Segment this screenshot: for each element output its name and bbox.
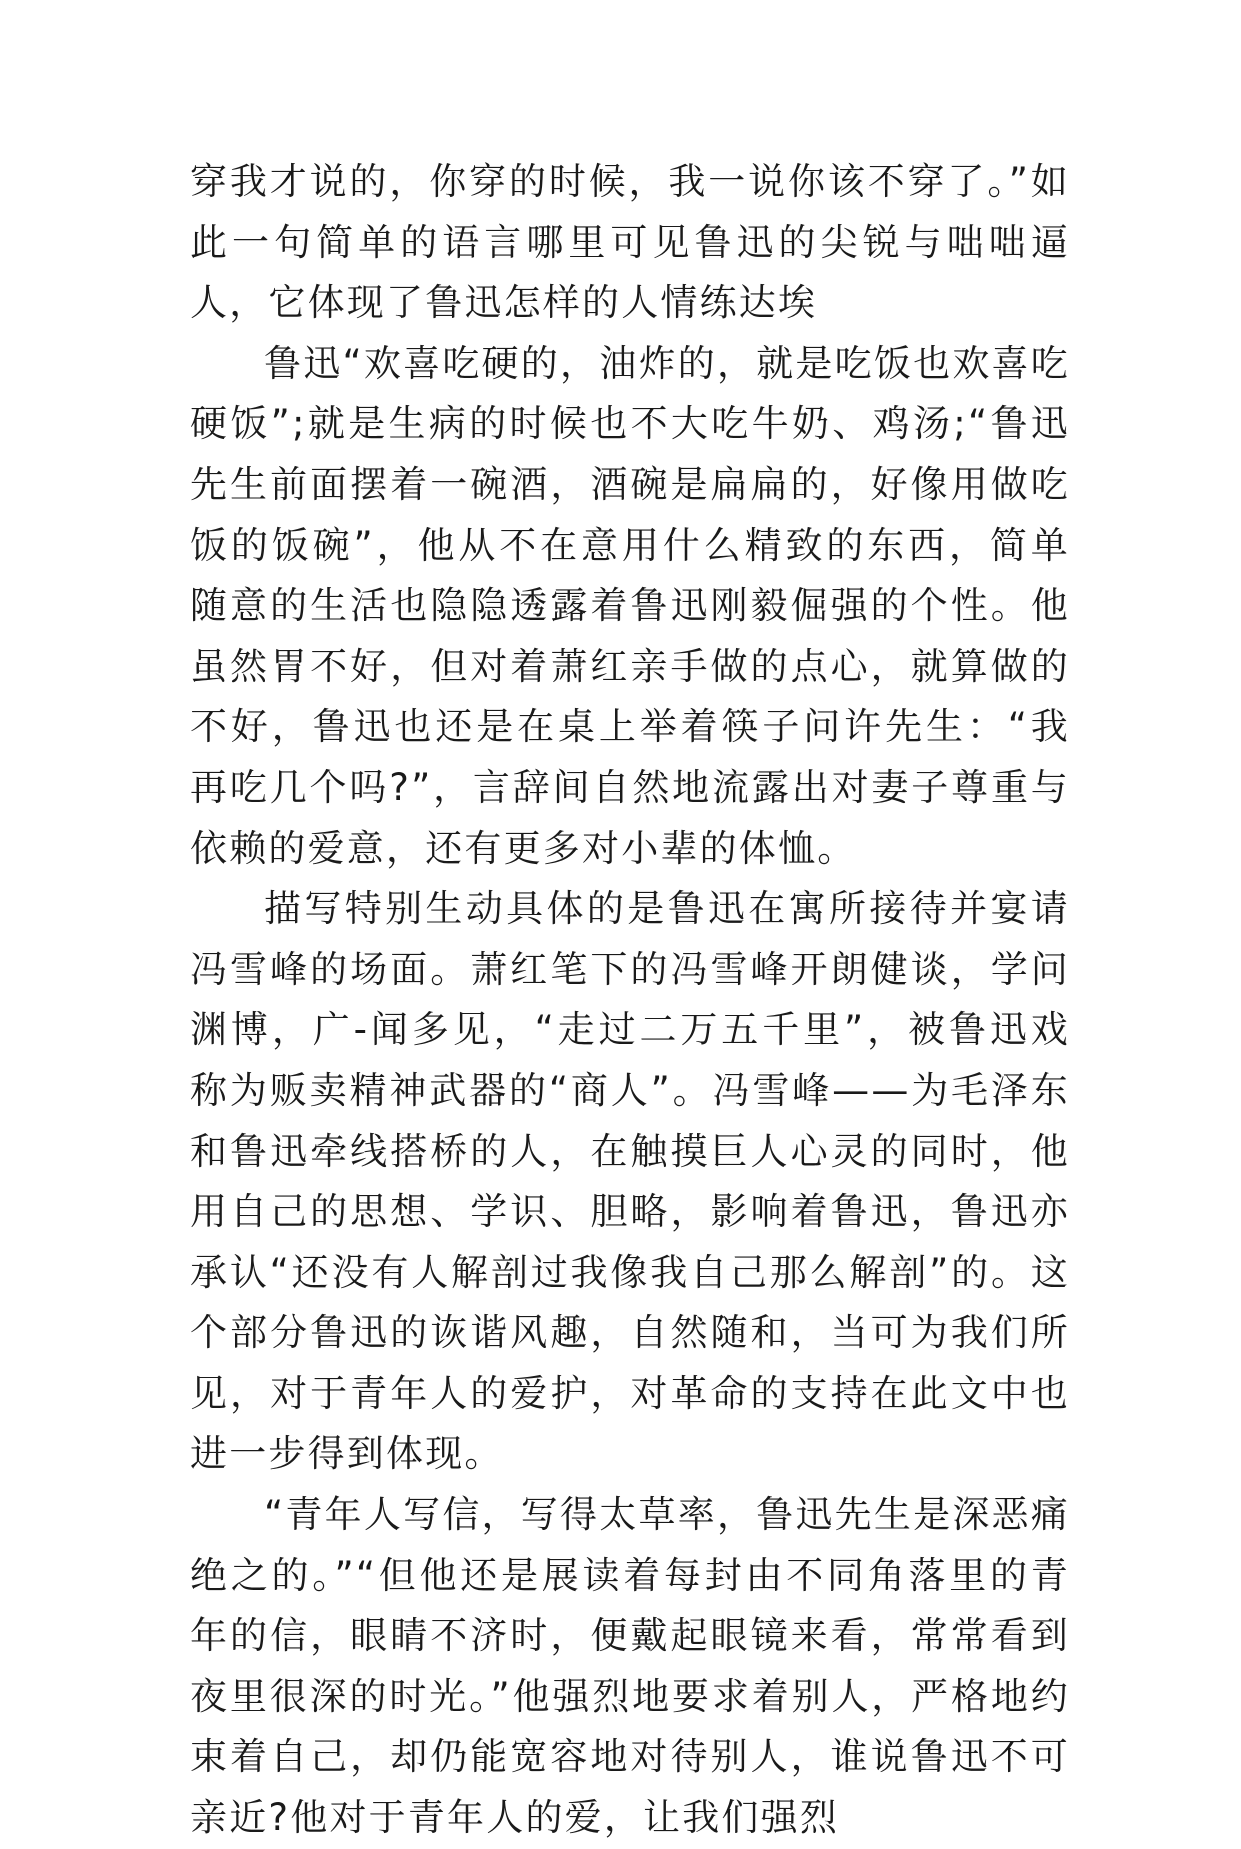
paragraph-continued: 穿我才说的，你穿的时候，我一说你该不穿了。”如此一句简单的语言哪里可见鲁迅的尖锐与咄咄逼人，它体现了鲁迅怎样的人情练达埃 [190,160,1070,325]
paragraph: “青年人写信，写得太草率，鲁迅先生是深恶痛绝之的。”“但他还是展读着每封由不同角落里的青年的信，眼睛不济时，便戴起眼镜来看，常常看到夜里很深的时光。”他强烈地要求着别人，严格地约束着自己，却仍能宽容地对待别人，谁说鲁迅不可亲近?他对于青年人的爱，让我们强烈 [190,1493,1070,1840]
body-text [190,152,1070,1849]
paragraph: 鲁迅“欢喜吃硬的，油炸的，就是吃饭也欢喜吃硬饭”;就是生病的时候也不大吃牛奶、鸡汤;“鲁迅先生前面摆着一碗酒，酒碗是扁扁的，好像用做吃饭的饭碗”，他从不在意用什么精致的东西，简单随意的生活也隐隐透露着鲁迅刚毅倔强的个性。他虽然胃不好，但对着萧红亲手做的点心，就算做的不好，鲁迅也还是在桌上举着筷子问许先生：“我再吃几个吗?”，言辞间自然地流露出对妻子尊重与依赖的爱意，还有更多对小辈的体恤。 [190,341,1070,870]
paragraph: 描写特别生动具体的是鲁迅在寓所接待并宴请冯雪峰的场面。萧红笔下的冯雪峰开朗健谈，学问渊博，广-闻多见，“走过二万五千里”，被鲁迅戏称为贩卖精神武器的“商人”。冯雪峰——为毛泽东和鲁迅牵线搭桥的人，在触摸巨人心灵的同时，他用自己的思想、学识、胆略，影响着鲁迅，鲁迅亦承认“还没有人解剖过我像我自己那么解剖”的。这个部分鲁迅的诙谐风趣，自然随和，当可为我们所见，对于青年人的爱护，对革命的支持在此文中也进一步得到体现。 [190,887,1070,1476]
